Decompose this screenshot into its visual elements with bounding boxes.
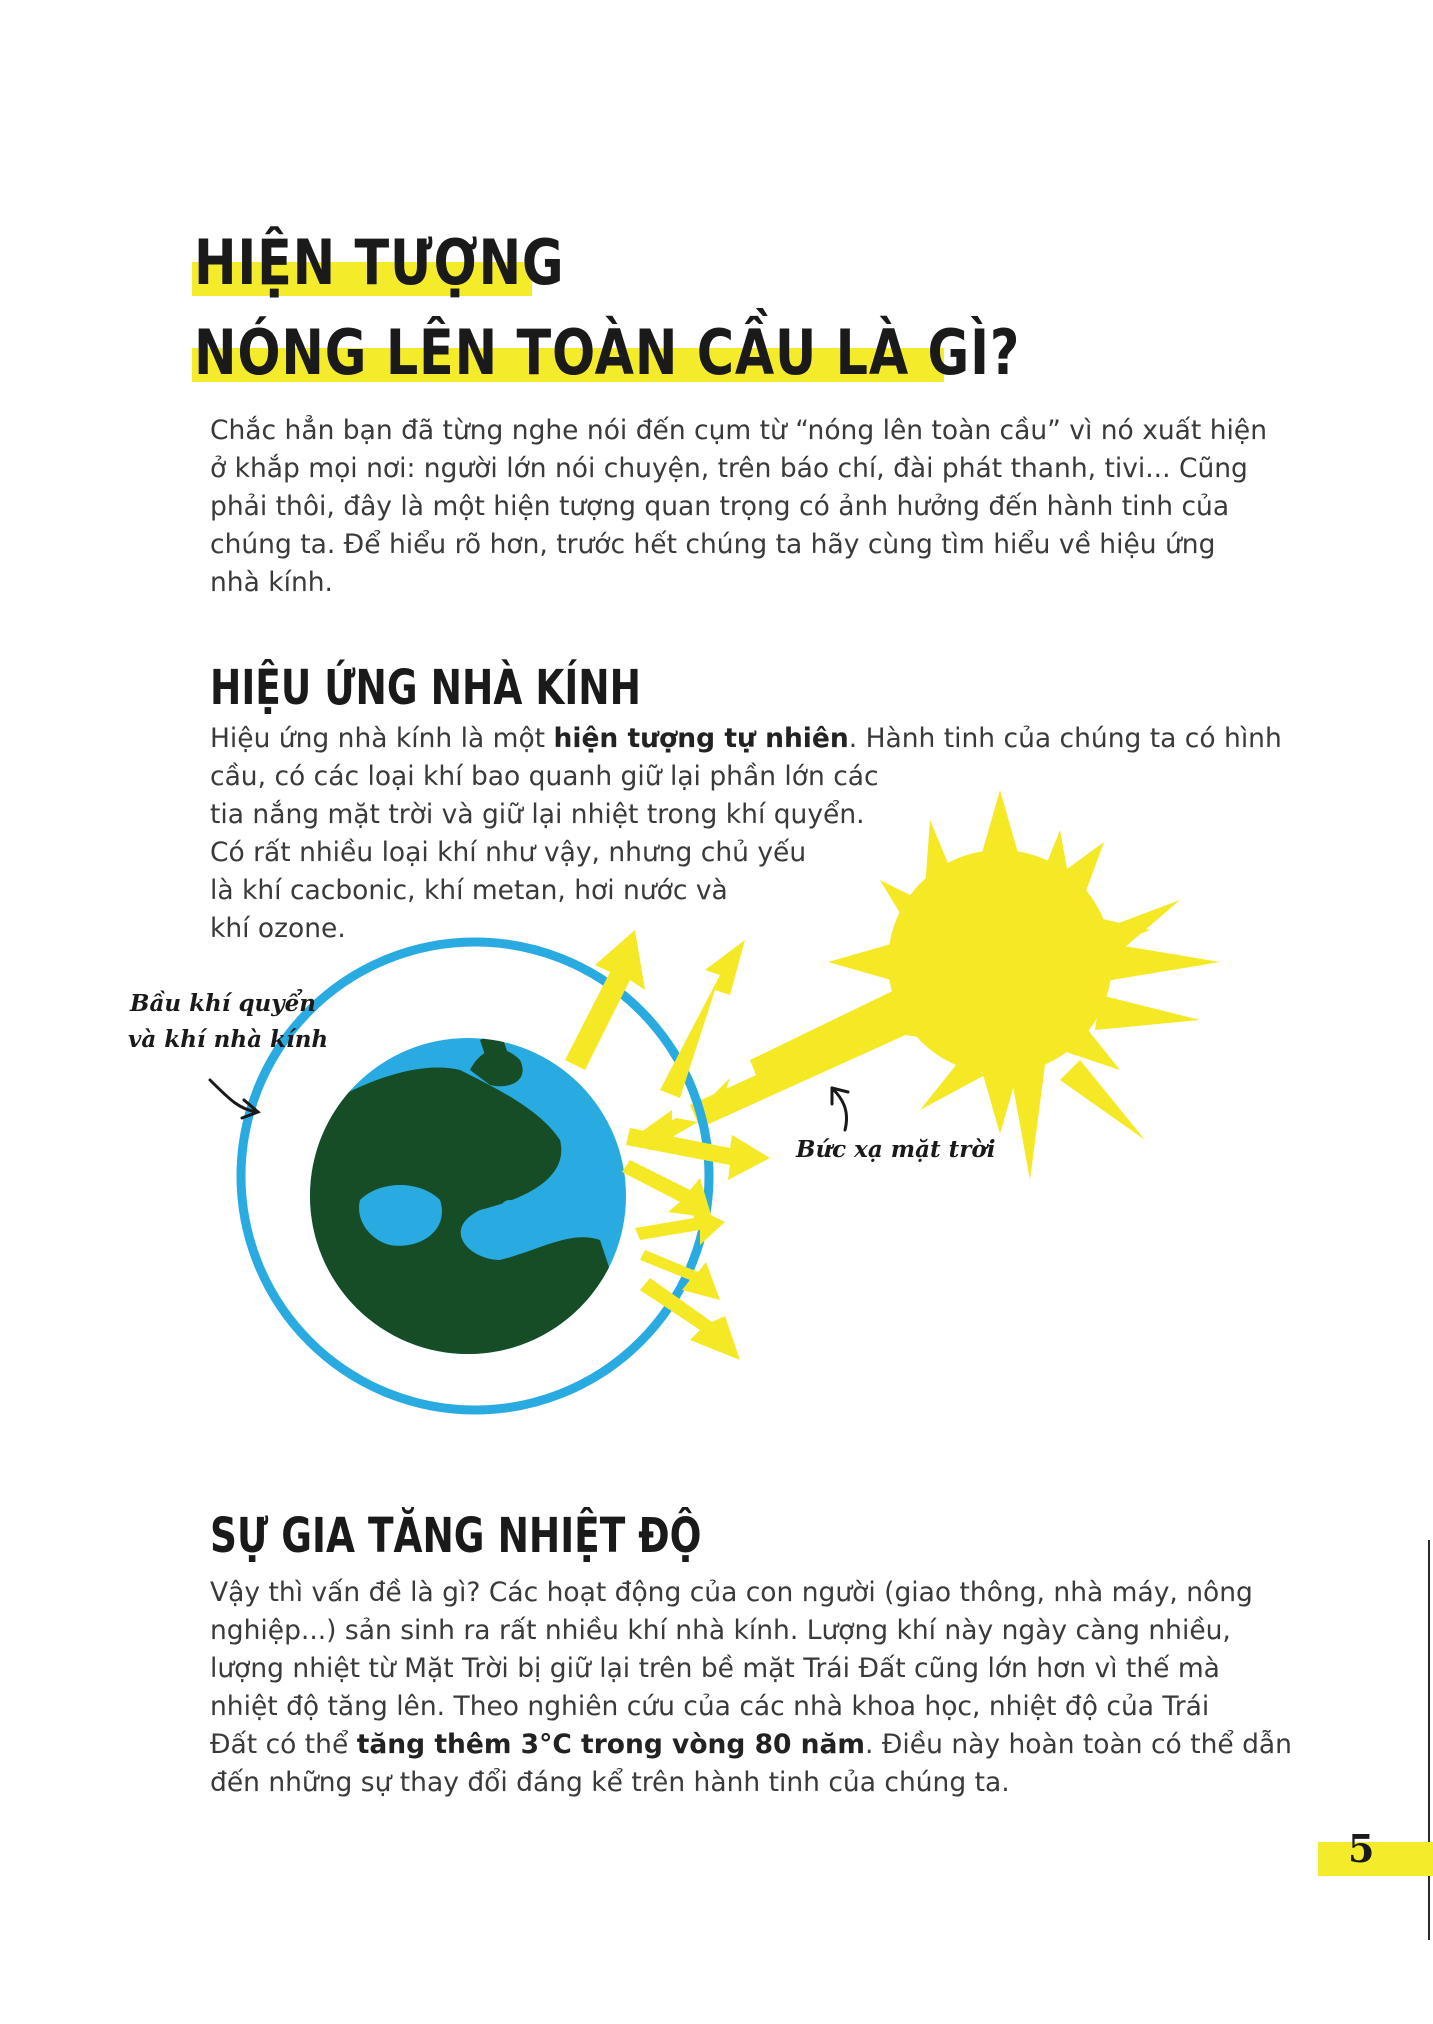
- text-span: . Điều này hoàn toàn có thể dẫn: [865, 1729, 1292, 1760]
- page-number-highlight: [1318, 1842, 1433, 1876]
- text-span: . Hành tinh của chúng ta có hình: [848, 723, 1282, 754]
- temperature-line: nghiệp...) sản sinh ra rất nhiều khí nhà kính. Lượng khí này ngày càng nhiều,: [210, 1615, 1231, 1646]
- temperature-heading: SỰ GIA TĂNG NHIỆT ĐỘ: [210, 1508, 702, 1564]
- intro-line: Chắc hẳn bạn đã từng nghe nói đến cụm từ “nóng lên toàn cầu” vì nó xuất hiện: [210, 415, 1267, 446]
- bold-text: hiện tượng tự nhiên: [553, 723, 849, 754]
- intro-line: nhà kính.: [210, 567, 333, 598]
- greenhouse-line: tia nắng mặt trời và giữ lại nhiệt trong khí quyển.: [210, 799, 865, 830]
- page-title-line-1: HIỆN TƯỢNG: [194, 226, 565, 299]
- greenhouse-line: cầu, có các loại khí bao quanh giữ lại phần lớn các: [210, 761, 879, 792]
- radiation-label: Bức xạ mặt trời: [796, 1136, 996, 1163]
- temperature-line: Vậy thì vấn đề là gì? Các hoạt động của con người (giao thông, nhà máy, nông: [210, 1577, 1253, 1608]
- atmosphere-label-line: Bầu khí quyển: [130, 990, 316, 1017]
- page-number: 5: [1348, 1826, 1375, 1871]
- temperature-paragraph: [210, 1574, 1292, 1802]
- atmosphere-label-line: và khí nhà kính: [128, 1026, 329, 1053]
- greenhouse-heading: HIỆU ỨNG NHÀ KÍNH: [210, 660, 641, 716]
- intro-line: chúng ta. Để hiểu rõ hơn, trước hết chúng ta hãy cùng tìm hiểu về hiệu ứng: [210, 529, 1216, 560]
- intro-line: phải thôi, đây là một hiện tượng quan trọng có ảnh hưởng đến hành tinh của: [210, 491, 1230, 522]
- page-title-line-2: NÓNG LÊN TOÀN CẦU LÀ GÌ?: [194, 316, 1021, 389]
- intro-line: ở khắp mọi nơi: người lớn nói chuyện, trên báo chí, đài phát thanh, tivi... Cũng: [210, 453, 1248, 484]
- greenhouse-line: khí ozone.: [210, 913, 346, 944]
- temperature-line: lượng nhiệt từ Mặt Trời bị giữ lại trên bề mặt Trái Đất cũng lớn hơn vì thế mà: [210, 1653, 1220, 1684]
- temperature-line: [210, 1726, 1292, 1764]
- bold-text: tăng thêm 3°C trong vòng 80 năm: [356, 1729, 866, 1760]
- page-edge-line: [1428, 1540, 1430, 1940]
- radiation-pointer-icon: [832, 1088, 848, 1130]
- greenhouse-line: là khí cacbonic, khí metan, hơi nước và: [210, 875, 728, 906]
- reflected-arrows: [565, 930, 745, 1098]
- temperature-line: nhiệt độ tăng lên. Theo nghiên cứu của các nhà khoa học, nhiệt độ của Trái: [210, 1691, 1210, 1722]
- earth-icon: [300, 1030, 640, 1380]
- temperature-line: đến những sự thay đổi đáng kể trên hành tinh của chúng ta.: [210, 1767, 1010, 1798]
- greenhouse-line: Có rất nhiều loại khí như vậy, nhưng chủ yếu: [210, 837, 807, 868]
- atmosphere-label: [128, 986, 328, 1058]
- text-span: Đất có thể: [210, 1729, 357, 1760]
- text-span: Hiệu ứng nhà kính là một: [210, 723, 554, 754]
- sun-icon: [828, 790, 1220, 1180]
